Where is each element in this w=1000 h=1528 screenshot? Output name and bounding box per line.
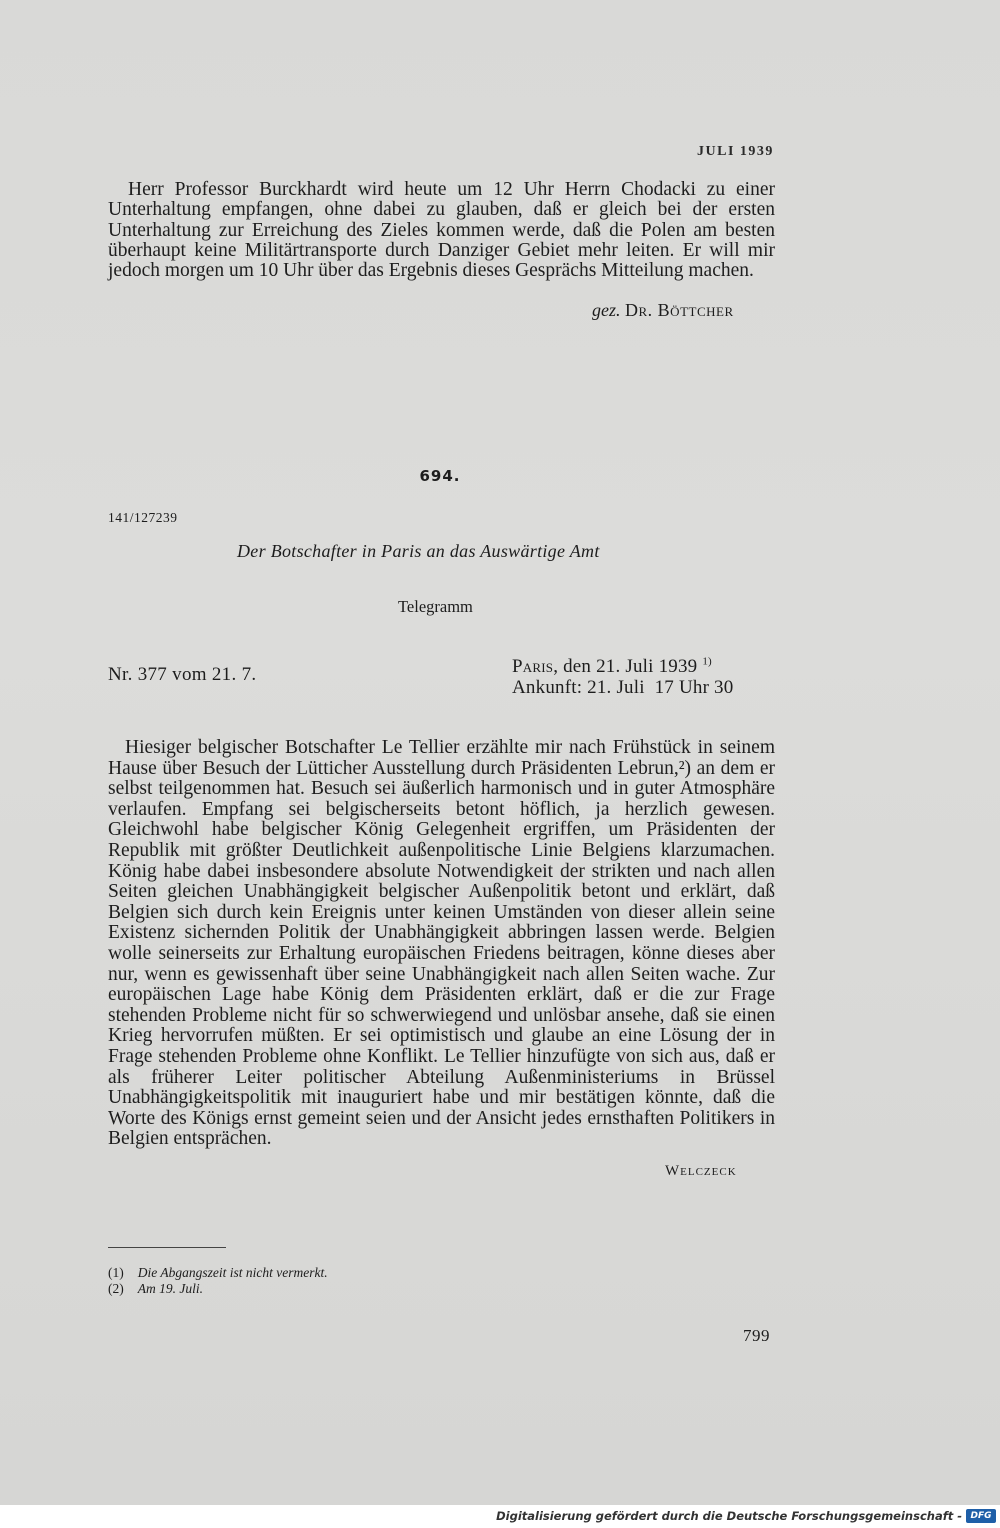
- footnote-text: Am 19. Juli.: [137, 1281, 203, 1296]
- continued-letter-body: Herr Professor Burckhardt wird heute um 12 Uhr Herrn Chodacki zu einer Unterhaltung empfangen, ohne dabei zu glauben, daß er gleich bei der ersten Unterhaltung zur Erreichung des Zieles kommen werde, daß die Polen am besten überhaupt keine Militärtransporte durch Danziger Gebiet mehr leiten. Er will mir jedoch morgen um 10 Uhr über das Ergebnis dieses Gesprächs Mitteilung machen.: [108, 179, 775, 282]
- signature-name: Dr. Böttcher: [625, 300, 734, 320]
- place-date-block: [512, 657, 733, 698]
- footnote-marker: (1): [108, 1265, 124, 1280]
- page-number: 799: [743, 1326, 770, 1345]
- footnotes: [108, 1265, 328, 1297]
- dfg-logo-icon: DFG: [966, 1509, 996, 1523]
- footnote-divider: [108, 1247, 226, 1248]
- footnote-text: Die Abgangszeit ist nicht vermerkt.: [137, 1265, 328, 1280]
- letter-signature: [592, 300, 734, 321]
- funding-credit: Digitalisierung gefördert durch die Deutsche Forschungsgemeinschaft -: [496, 1509, 962, 1523]
- telegram-body: Hiesiger belgischer Botschafter Le Tellier erzählte mir nach Frühstück in seinem Hause über Besuch der Lütticher Ausstellung durch Präsidenten Lebrun,²) an dem er selbst teilgenommen hat. Besuch sei äußerlich harmonisch und in guter Atmosphäre verlaufen. Empfang sei belgischerseits betont höflich, ja herzlich gewesen. Gleichwohl habe belgischer König Gelegenheit ergriffen, um Präsidenten der Republik mit größter Deutlichkeit außenpolitische Linie Belgiens klarzumachen. König habe dabei insbesondere absolute Notwendigkeit der strikten und nach allen Seiten gleichen Unabhängigkeit belgischer Außenpolitik betont und erklärt, daß Belgien sich durch kein Ereignis unter keinen Umständen von dieser allein seine Existenz sichernden Politik der Unabhängigkeit abbringen lassen werde. Belgien wolle seinerseits zur Erhaltung europäischen Friedens beitragen, könne dieses aber nur, wenn es gewissenhaft über seine Unabhängigkeit nach allen Seiten wache. Zur europäischen Lage habe König dem Präsidenten erklärt, daß er die zur Frage stehenden Probleme nicht für so schwerwiegend und unlösbar ansehe, daß sie einen Krieg hervorrufen müßten. Er sei optimistisch und glaube an eine Lösung der in Frage stehenden Probleme ohne Konflikt. Le Tellier hinzufügte von sich aus, daß er als früherer Leiter politischer Abteilung Außenministeriums in Brüssel Unabhängigkeitspolitik mit inauguriert habe und mir bestätigen könnte, daß die Worte des Königs ernst gemeint seien und der Ansicht jedes ernsthaften Politikers in Belgien entsprächen.: [108, 737, 775, 1150]
- date-line: [512, 657, 733, 678]
- date-text: , den 21. Juli 1939: [553, 656, 698, 677]
- footnote-2: [108, 1281, 328, 1297]
- arrival-line: Ankunft: 21. Juli 17 Uhr 30: [512, 676, 734, 698]
- running-header: JULI 1939: [697, 144, 774, 159]
- document-number: 694.: [419, 467, 461, 485]
- footnote-marker: (2): [108, 1281, 124, 1296]
- telegram-number: Nr. 377 vom 21. 7.: [108, 664, 257, 685]
- footnote-1: [108, 1265, 328, 1281]
- place-name: Paris: [512, 656, 554, 677]
- document-heading: Der Botschafter in Paris an das Auswärtige Amt: [237, 541, 600, 561]
- document-type: Telegramm: [398, 597, 473, 616]
- file-reference: 141/127239: [108, 510, 178, 525]
- date-footnote-marker: 1): [702, 655, 712, 668]
- signature-prefix: gez.: [592, 300, 621, 320]
- telegram-signature: Welczeck: [665, 1163, 737, 1179]
- digitization-footer: [0, 1505, 1000, 1528]
